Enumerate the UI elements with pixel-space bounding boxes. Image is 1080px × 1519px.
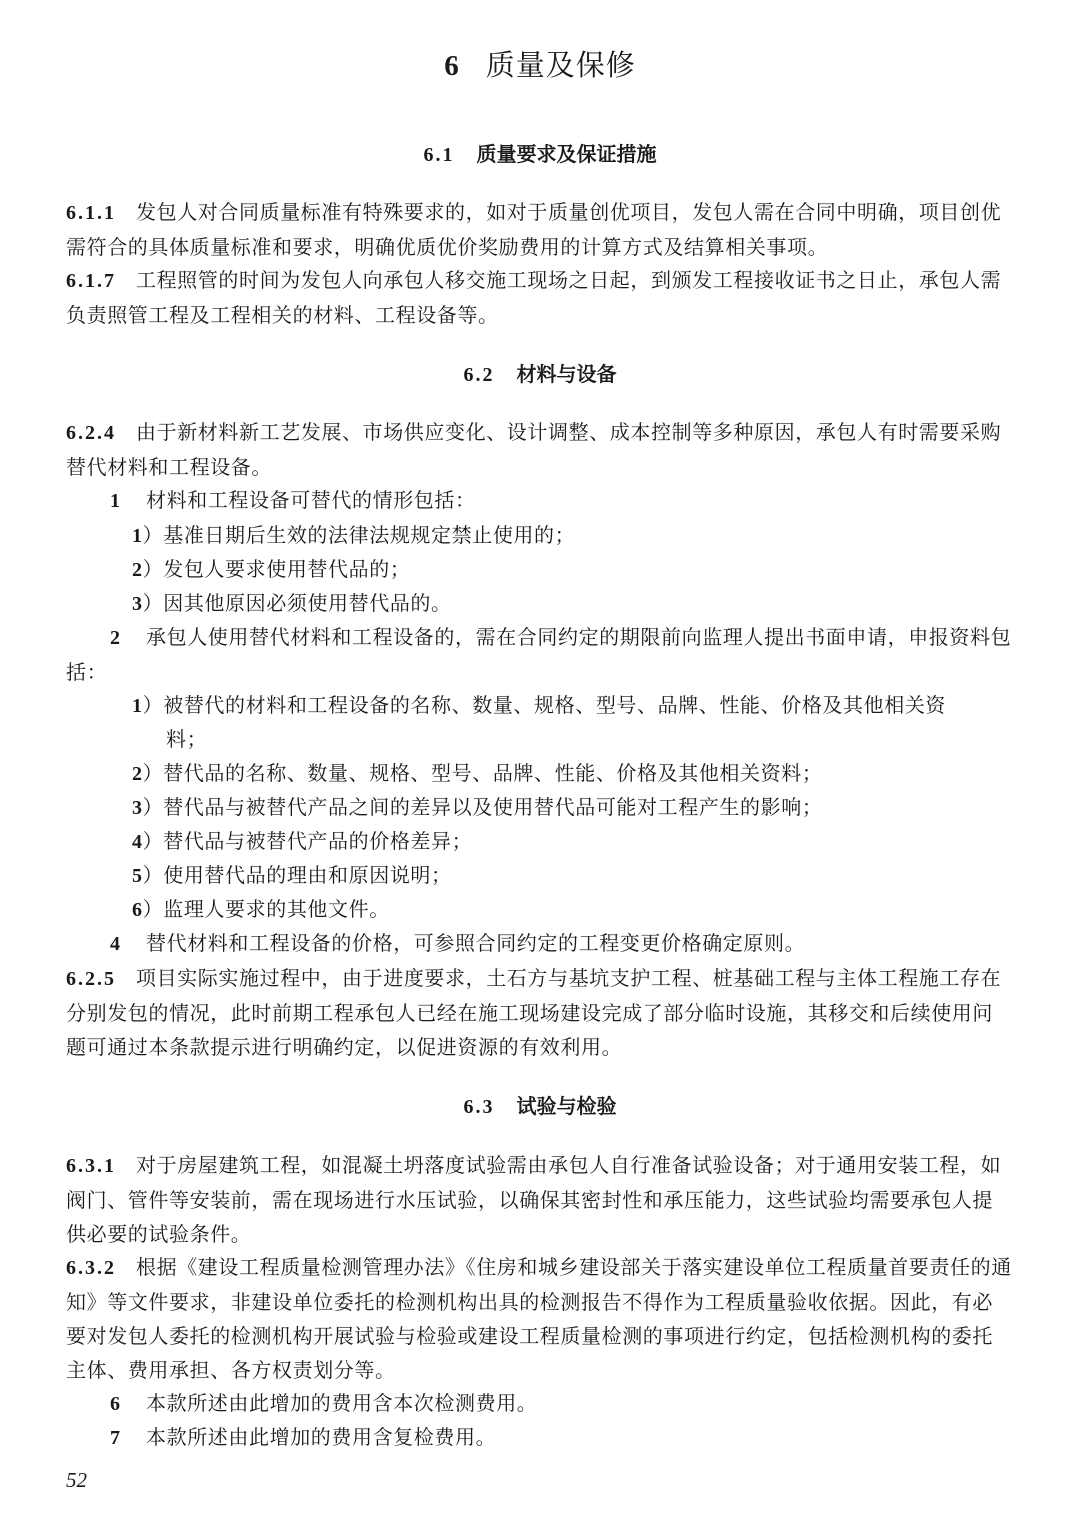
sub-item-text: 料；	[166, 727, 208, 751]
item-6	[110, 1386, 537, 1421]
sub-item-2-1-continued	[166, 722, 207, 756]
page-number: 52	[66, 1468, 87, 1492]
item-number: 4	[110, 933, 121, 955]
sub-item-number: 3	[132, 797, 143, 819]
item-4	[110, 926, 805, 961]
section-title-6-2	[0, 359, 1080, 390]
sub-item-number: 1	[132, 525, 143, 547]
sub-item-text: 发包人要求使用替代品的；	[163, 557, 411, 581]
section-number: 6.2	[463, 364, 495, 386]
clause-6-3-2	[66, 1250, 1012, 1387]
clause-text: 项目实际实施过程中，由于进度要求，土石方与基坑支护工程、桩基础工程与主体工程施工存在分别发包的情况，此时前期工程承包人已经在施工现场建设完成了部分临时设施，其移交和后续使用问题可通过本条款提示进行明确约定，以促进资源的有效利用。	[66, 966, 1002, 1059]
item-text: 替代材料和工程设备的价格，可参照合同约定的工程变更价格确定原则。	[146, 931, 806, 955]
clause-code: 6.3.1	[66, 1155, 116, 1177]
clause-text: 发包人对合同质量标准有特殊要求的，如对于质量创优项目，发包人需在合同中明确，项目创优需符合的具体质量标准和要求，明确优质优价奖励费用的计算方式及结算相关事项。	[66, 200, 1002, 259]
sub-item-1-2: 2）发包人要求使用替代品的；	[132, 557, 411, 581]
sub-item-number: 6	[132, 899, 143, 921]
sub-item-2-5: 5）使用替代品的理由和原因说明；	[132, 863, 452, 887]
section-title-6-3	[0, 1091, 1080, 1122]
chapter-number: 6	[444, 50, 460, 82]
item-number: 1	[110, 490, 121, 512]
section-number: 6.1	[423, 144, 455, 166]
clause-code: 6.2.4	[66, 422, 116, 444]
clause-code: 6.1.7	[66, 270, 116, 292]
sub-item-number: 5	[132, 865, 143, 887]
clause-6-2-4	[66, 415, 1012, 484]
sub-item-text: 监理人要求的其他文件。	[163, 897, 390, 921]
sub-item-text: 使用替代品的理由和原因说明；	[163, 863, 452, 887]
sub-item-2-4: 4）替代品与被替代产品的价格差异；	[132, 829, 473, 853]
sub-item-2-6: 6）监理人要求的其他文件。	[132, 897, 390, 921]
clause-6-2-5	[66, 961, 1012, 1064]
clause-code: 6.1.1	[66, 202, 116, 224]
sub-item-number: 4	[132, 831, 143, 853]
sub-item-text: 替代品与被替代产品之间的差异以及使用替代品可能对工程产生的影响；	[163, 795, 823, 819]
section-title-6-1	[0, 139, 1080, 170]
item-2	[66, 620, 1012, 689]
sub-item-text: 因其他原因必须使用替代品的。	[163, 591, 452, 615]
clause-code: 6.3.2	[66, 1257, 116, 1279]
item-7	[110, 1420, 496, 1455]
clause-text: 对于房屋建筑工程，如混凝土坍落度试验需由承包人自行准备试验设备；对于通用安装工程，如阀门、管件等安装前，需在现场进行水压试验，以确保其密封性和承压能力，这些试验均需要承包人提供必要的试验条件。	[66, 1153, 1002, 1246]
sub-item-number: 3	[132, 593, 143, 615]
sub-item-1-1: 1）基准日期后生效的法律法规规定禁止使用的；	[132, 523, 576, 547]
item-text: 材料和工程设备可替代的情形包括：	[146, 488, 476, 512]
item-1	[110, 483, 476, 518]
clause-text: 由于新材料新工艺发展、市场供应变化、设计调整、成本控制等多种原因，承包人有时需要采购替代材料和工程设备。	[66, 420, 1002, 479]
sub-item-1-3: 3）因其他原因必须使用替代品的。	[132, 591, 452, 615]
sub-item-number: 2	[132, 559, 143, 581]
item-number: 7	[110, 1427, 121, 1449]
sub-item-number: 1	[132, 695, 143, 717]
sub-item-text: 替代品的名称、数量、规格、型号、品牌、性能、价格及其他相关资料；	[163, 761, 823, 785]
sub-item-2-2: 2）替代品的名称、数量、规格、型号、品牌、性能、价格及其他相关资料；	[132, 761, 823, 785]
section-title-text: 质量要求及保证措施	[476, 142, 657, 166]
sub-item-text: 基准日期后生效的法律法规规定禁止使用的；	[163, 523, 576, 547]
section-title-text: 试验与检验	[516, 1094, 617, 1118]
clause-text: 根据《建设工程质量检测管理办法》《住房和城乡建设部关于落实建设单位工程质量首要责任的通知》等文件要求，非建设单位委托的检测机构出具的检测报告不得作为工程质量验收依据。因此，有必要对发包人委托的检测机构开展试验与检验或建设工程质量检测的事项进行约定，包括检测机构的委托主体、费用承担、各方权责划分等。	[66, 1255, 1012, 1382]
sub-item-number: 2	[132, 763, 143, 785]
clause-6-3-1	[66, 1148, 1012, 1251]
item-text: 本款所述由此增加的费用含本次检测费用。	[146, 1391, 538, 1415]
sub-item-text: 被替代的材料和工程设备的名称、数量、规格、型号、品牌、性能、价格及其他相关资	[163, 693, 947, 717]
sub-item-text: 替代品与被替代产品的价格差异；	[163, 829, 473, 853]
sub-item-2-1: 1）被替代的材料和工程设备的名称、数量、规格、型号、品牌、性能、价格及其他相关资	[132, 693, 947, 717]
clause-code: 6.2.5	[66, 968, 116, 990]
section-number: 6.3	[463, 1096, 495, 1118]
clause-6-1-1	[66, 195, 1012, 264]
item-text: 承包人使用替代材料和工程设备的，需在合同约定的期限前向监理人提出书面申请，申报资料包括：	[66, 625, 1012, 684]
chapter-title-text: 质量及保修	[485, 48, 636, 82]
clause-6-1-7	[66, 263, 1012, 332]
clause-text: 工程照管的时间为发包人向承包人移交施工现场之日起，到颁发工程接收证书之日止，承包人需负责照管工程及工程相关的材料、工程设备等。	[66, 268, 1002, 327]
item-number: 6	[110, 1393, 121, 1415]
chapter-title	[0, 42, 1080, 89]
item-text: 本款所述由此增加的费用含复检费用。	[146, 1425, 497, 1449]
sub-item-2-3: 3）替代品与被替代产品之间的差异以及使用替代品可能对工程产生的影响；	[132, 795, 823, 819]
section-title-text: 材料与设备	[516, 362, 617, 386]
item-number: 2	[110, 627, 121, 649]
